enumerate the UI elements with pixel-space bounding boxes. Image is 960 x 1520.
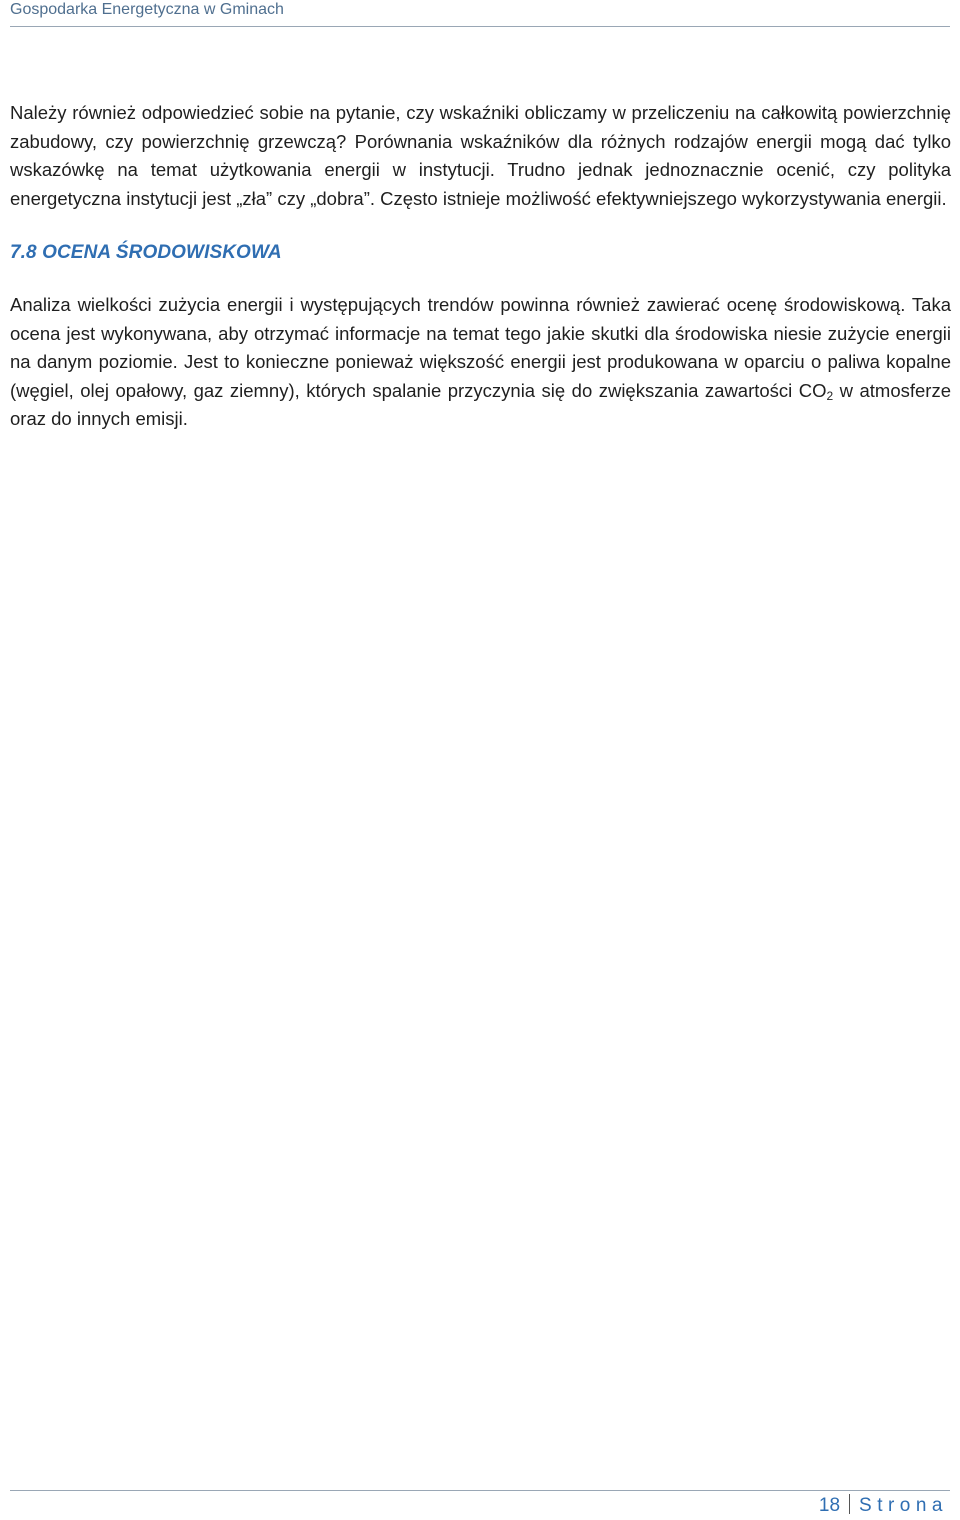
page-content <box>10 99 951 434</box>
body-paragraph-indicators: Należy również odpowiedzieć sobie na pytanie, czy wskaźniki obliczamy w przeliczeniu na całkowitą powierzchnię zabudowy, czy powierzchnię grzewczą? Porównania wskaźników dla różnych rodzajów energii mogą dać tylko wskazówkę na temat użytkowania energii w instytucji. Trudno jednak jednoznacznie ocenić, czy polityka energetyczna instytucji jest „zła” czy „dobra”. Często istnieje możliwość efektywniejszego wykorzystywania energii. <box>10 102 951 209</box>
section-heading: 7.8 OCENA ŚRODOWISKOWA <box>10 242 282 263</box>
footer-separator <box>849 1494 850 1514</box>
page-number: 18 <box>818 1495 841 1516</box>
paragraph-text-end: w atmosferze oraz do innych emisji. <box>10 379 951 429</box>
footer-divider <box>10 1490 950 1491</box>
paragraph-text: Analiza wielkości zużycia energii i występujących trendów powinna również zawierać ocenę środowiskową. Taka ocena jest wykonywana, aby otrzymać informacje na temat tego jakie skutki dla środowiska niesie zużycie energii na danym poziomie. Jest to konieczne ponieważ większość energii jest produkowana w oparciu o paliwa kopalne (węgiel, olej opałowy, gaz ziemny), których spalanie przyczynia się do zwiększania zawartości CO <box>10 294 951 401</box>
body-paragraph-environmental-assessment <box>10 291 951 434</box>
co2-subscript: 2 <box>826 388 834 403</box>
running-header-title: Gospodarka Energetyczna w Gminach <box>10 1 284 18</box>
page-label: Strona <box>859 1495 948 1516</box>
page-footer <box>819 1494 948 1517</box>
page-header <box>10 0 950 27</box>
